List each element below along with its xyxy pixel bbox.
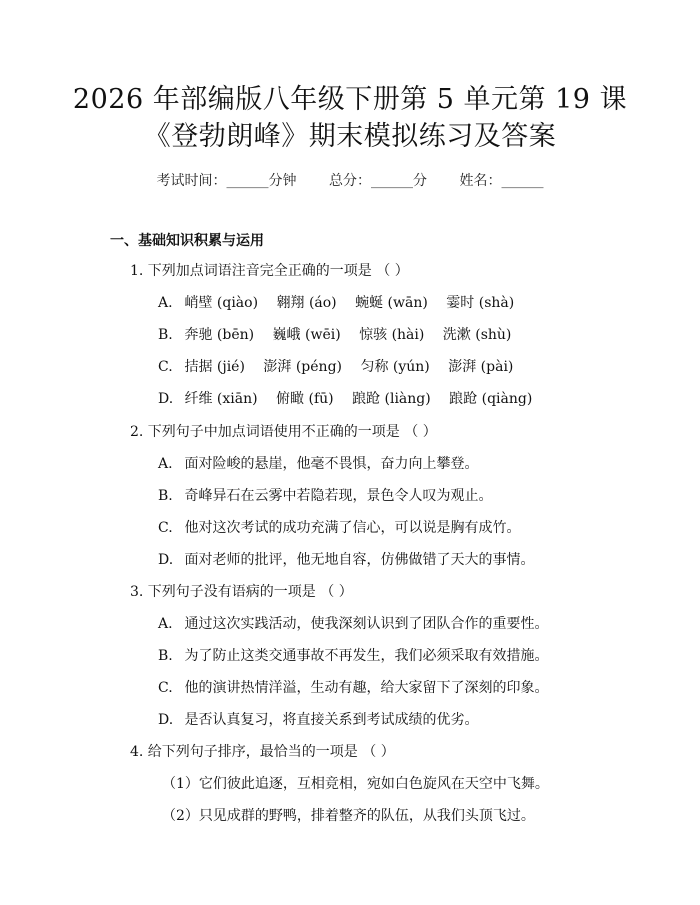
option-text: 奇峰异石在云雾中若隐若现，景色令人叹为观止。 — [184, 488, 493, 504]
q4-sentence-2: （2）只见成群的野鸭，排着整齐的队伍，从我们头顶飞过。 — [162, 808, 535, 824]
option-letter: C. — [158, 520, 173, 536]
option-letter: D. — [158, 391, 174, 407]
option-word: 霎时 (shà) — [446, 295, 515, 311]
option-text: 是否认真复习，将直接关系到考试成绩的优劣。 — [184, 712, 479, 728]
page-title-line-2: 《登勃朗峰》期末模拟练习及答案 — [143, 121, 557, 152]
option-letter: B. — [158, 327, 173, 343]
option-word: 匀称 (yún) — [360, 359, 430, 375]
option-text: 他对这次考试的成功充满了信心，可以说是胸有成竹。 — [184, 520, 521, 536]
option-letter: C. — [158, 359, 173, 375]
option-text: 面对险峻的悬崖，他毫不畏惧，奋力向上攀登。 — [184, 456, 479, 472]
total-score: 总分：______分 — [329, 173, 427, 189]
option-word: 踉跄 (liàng) — [352, 391, 431, 407]
question-3-stem: 3. 下列句子没有语病的一项是 （ ） — [130, 584, 353, 600]
option-word: 纤维 (xiān) — [184, 391, 258, 407]
option-text: 他的演讲热情洋溢，生动有趣，给大家留下了深刻的印象。 — [184, 680, 549, 696]
option-text: 为了防止这类交通事故不再发生，我们必须采取有效措施。 — [184, 648, 549, 664]
q1-option-d — [158, 390, 546, 408]
option-word: 峭壁 (qiào) — [184, 295, 259, 311]
student-name: 姓名：______ — [459, 173, 544, 189]
option-word: 拮据 (jié) — [184, 359, 245, 375]
option-word: 巍峨 (wēi) — [272, 327, 341, 343]
exam-meta — [0, 170, 700, 190]
question-1-stem: 1. 下列加点词语注音完全正确的一项是 （ ） — [130, 263, 409, 279]
option-word: 蜿蜒 (wān) — [355, 295, 428, 311]
question-2-stem: 2. 下列句子中加点词语使用不正确的一项是 （ ） — [130, 424, 437, 440]
option-word: 惊骇 (hài) — [359, 327, 425, 343]
page-title-line-1: 2026 年部编版八年级下册第 5 单元第 19 课 — [72, 84, 628, 115]
q2-option-a — [158, 455, 478, 473]
option-letter: C. — [158, 680, 173, 696]
option-letter: A. — [158, 295, 173, 311]
q3-option-c — [158, 679, 548, 697]
option-letter: B. — [158, 488, 173, 504]
exam-time: 考试时间：______分钟 — [156, 173, 297, 189]
option-word: 俯瞰 (fū) — [276, 391, 334, 407]
option-letter: A. — [158, 616, 173, 632]
option-word: 翱翔 (áo) — [276, 295, 337, 311]
option-word: 澎湃 (pài) — [448, 359, 514, 375]
option-text: 通过这次实践活动，使我深刻认识到了团队合作的重要性。 — [184, 616, 549, 632]
option-letter: B. — [158, 648, 173, 664]
option-word: 踉跄 (qiàng) — [449, 391, 533, 407]
q2-option-d — [158, 551, 534, 569]
q1-option-c — [158, 358, 527, 376]
q3-option-d — [158, 711, 478, 729]
question-4-stem: 4. 给下列句子排序，最恰当的一项是 （ ） — [130, 744, 395, 760]
option-letter: A. — [158, 456, 173, 472]
option-letter: D. — [158, 552, 174, 568]
option-text: 面对老师的批评，他无地自容，仿佛做错了天大的事情。 — [184, 552, 535, 568]
q3-option-a — [158, 615, 548, 633]
q2-option-c — [158, 519, 520, 537]
q2-option-b — [158, 487, 492, 505]
option-word: 奔驰 (bēn) — [184, 327, 255, 343]
option-word: 澎湃 (péng) — [263, 359, 342, 375]
section-heading: 一、基础知识积累与运用 — [110, 233, 264, 249]
q3-option-b — [158, 647, 548, 665]
q1-option-a — [158, 294, 528, 312]
q1-option-b — [158, 326, 525, 344]
option-word: 洗漱 (shù) — [442, 327, 512, 343]
q4-sentence-1: （1）它们彼此追逐，互相竞相，宛如白色旋风在天空中飞舞。 — [162, 776, 549, 792]
option-letter: D. — [158, 712, 174, 728]
